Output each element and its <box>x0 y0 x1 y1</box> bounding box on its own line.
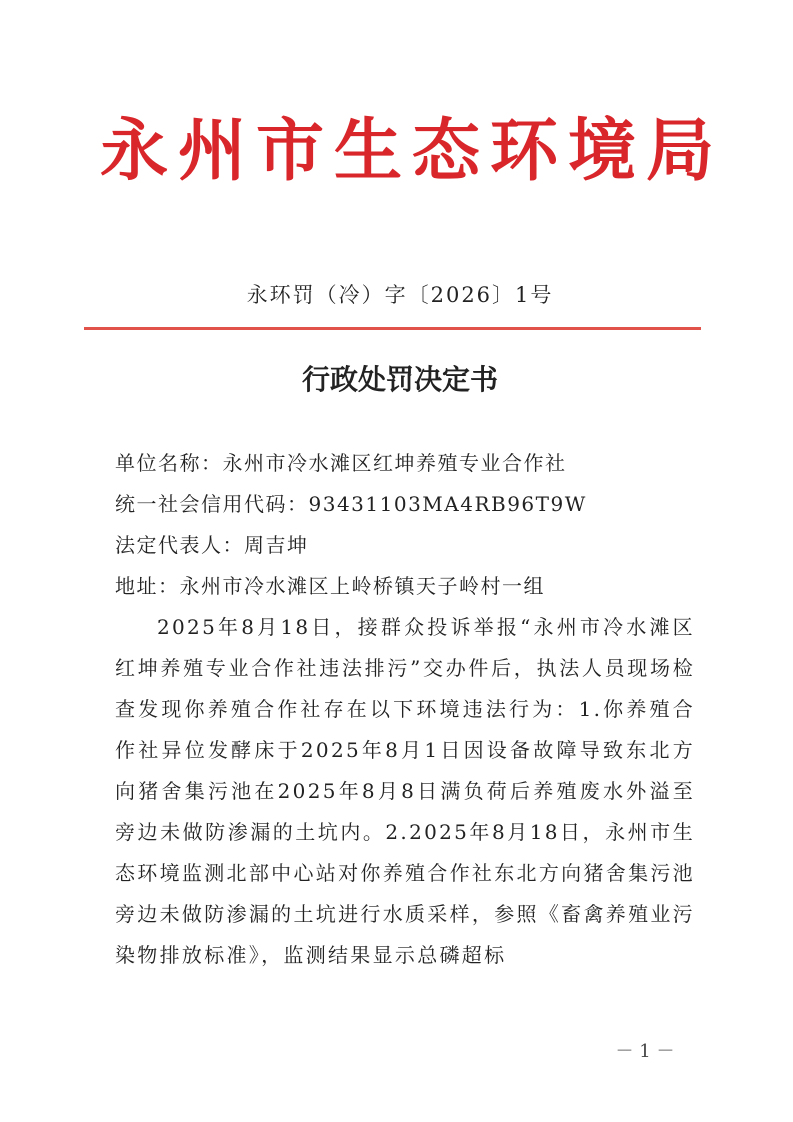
header-divider <box>84 327 701 330</box>
violation-paragraph: 2025年8月18日，接群众投诉举报“永州市冷水滩区红坤养殖专业合作社违法排污”交办件后，执法人员现场检查发现你养殖合作社存在以下环境违法行为：1.你养殖合作社异位发酵床于2025年8月1日因设备故障导致东北方向猪舍集污池在2025年8月8日满负荷后养殖废水外溢至旁边未做防渗漏的土坑内。2.2025年8月18日，永州市生态环境监测北部中心站对你养殖合作社东北方向猪舍集污池旁边未做防渗漏的土坑进行水质采样，参照《畜禽养殖业污染物排放标准》，监测结果显示总磷超标 <box>115 615 695 967</box>
legal-representative: 法定代表人：周吉坤 <box>115 533 309 557</box>
address: 地址：永州市冷水滩区上岭桥镇天子岭村一组 <box>115 574 545 598</box>
document-title: 行政处罚决定书 <box>301 363 498 396</box>
document-body <box>115 443 695 976</box>
credit-code: 统一社会信用代码：93431103MA4RB96T9W <box>115 492 587 516</box>
unit-name: 单位名称：永州市冷水滩区红坤养殖专业合作社 <box>115 451 567 475</box>
page-number: － 1 － <box>615 1041 675 1062</box>
document-number: 永环罚（冷）字〔2026〕1号 <box>246 283 554 307</box>
issuing-organization: 永州市生态环境局 <box>100 112 725 191</box>
